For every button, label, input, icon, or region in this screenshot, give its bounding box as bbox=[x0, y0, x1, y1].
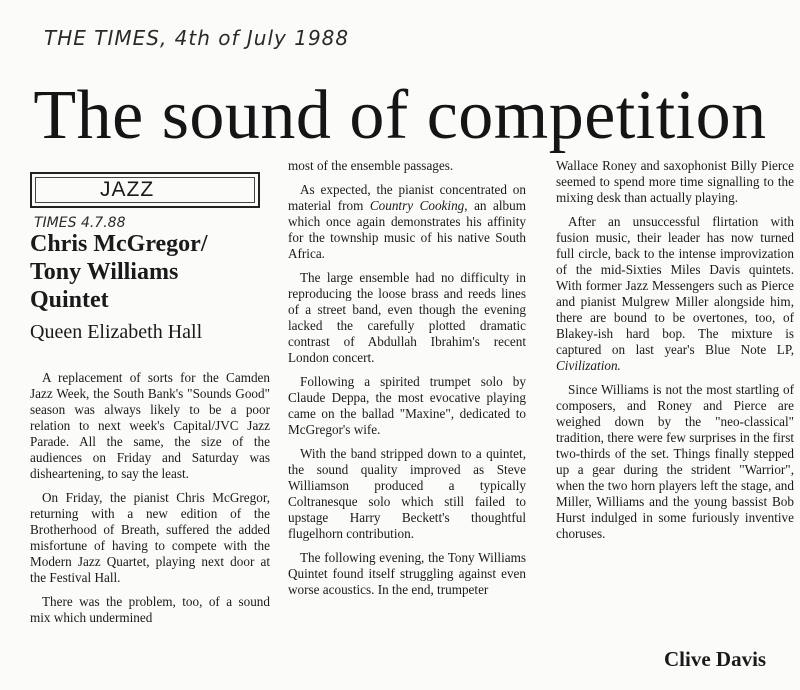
column-3 bbox=[556, 158, 794, 550]
paragraph: On Friday, the pianist Chris McGregor, returning with a new edition of the Brotherhood of Breath, suffered the added misfortune of having to compete with the Modern Jazz Quartet, playing next door at the Festival Hall. bbox=[30, 490, 270, 585]
venue: Queen Elizabeth Hall bbox=[30, 321, 203, 343]
headline: The sound of competition bbox=[33, 77, 767, 154]
byline: Clive Davis bbox=[664, 647, 767, 671]
paragraph: A replacement of sorts for the Camden Jazz Week, the South Bank's "Sounds Good" season was always likely to be a poor relation to next week's Capital/JVC Jazz Parade. All the same, the size of the audiences on Friday and Saturday was disheartening, to say the least. bbox=[30, 370, 270, 481]
paragraph: There was the problem, too, of a sound mix which undermined bbox=[30, 594, 270, 625]
paragraph: Since Williams is not the most startling of composers, and Roney and Pierce are weighed down by the "neo-classical" tradition, there were few surprises in the first two-thirds of the set. Things finally stepped up a gear during the strident "Warrior", when the two horn players left the stage, and Miller, Williams and the young bassist Bob Hurst indulged in some furiously inventive choruses. bbox=[556, 382, 794, 541]
paragraph bbox=[556, 214, 794, 374]
text-run: As expected, the pianist concentrated on material from bbox=[288, 182, 526, 213]
text-run: , an album which once again demonstrates his affinity for the township music of his native South Africa. bbox=[288, 198, 526, 261]
album-title: Civilization. bbox=[556, 358, 621, 373]
section-box bbox=[30, 172, 260, 208]
handwritten-date-note: THE TIMES, 4th of July 1988 bbox=[44, 26, 350, 50]
artist-line-1: Chris McGregor/ bbox=[30, 231, 208, 257]
paragraph: Following a spirited trumpet solo by Claude Deppa, the most evocative playing came on the ballad "Maxine", dedicated to McGregor's wife. bbox=[288, 374, 526, 437]
paragraph: most of the ensemble passages. bbox=[288, 158, 454, 173]
review-heading bbox=[30, 230, 270, 314]
paragraph: With the band stripped down to a quintet, the sound quality improved as Steve Williamson produced a typically Coltranesque solo which still failed to upstage Harry Beckett's thoughtful flugelhorn contribution. bbox=[288, 446, 526, 541]
paragraph: Wallace Roney and saxophonist Billy Pierce seemed to spend more time signalling to the mixing desk than actually playing. bbox=[556, 158, 794, 205]
text-run: After an unsuccessful flirtation with fusion music, their leader has now turned full circle, back to the intense improvization of the mid-Sixties Miles Davis quintets. With former Jazz Messengers such as Pierce and pianist Mulgrew Miller alongside him, there are bound to be overtones, too, of Blakey-ish hard bop. The mixture is captured on last year's Blue Note LP, bbox=[556, 214, 794, 357]
column-1 bbox=[30, 370, 270, 634]
artist-line-3: Quintet bbox=[30, 287, 109, 313]
paragraph: The large ensemble had no difficulty in reproducing the loose brass and reeds lines of a street band, even though the evening lacked the carefully plotted dramatic contrast of Abdullah Ibrahim's recent London concert. bbox=[288, 270, 526, 365]
album-title: Country Cooking bbox=[369, 198, 465, 213]
column-2 bbox=[288, 158, 526, 606]
artist-line-2: Tony Williams bbox=[30, 259, 179, 285]
section-label: JAZZ bbox=[100, 178, 155, 201]
paragraph bbox=[288, 182, 526, 262]
handwritten-date-stamp: TIMES 4.7.88 bbox=[34, 215, 126, 231]
paragraph: The following evening, the Tony Williams Quintet found itself struggling against even worse acoustics. In the end, trumpeter bbox=[288, 550, 526, 597]
